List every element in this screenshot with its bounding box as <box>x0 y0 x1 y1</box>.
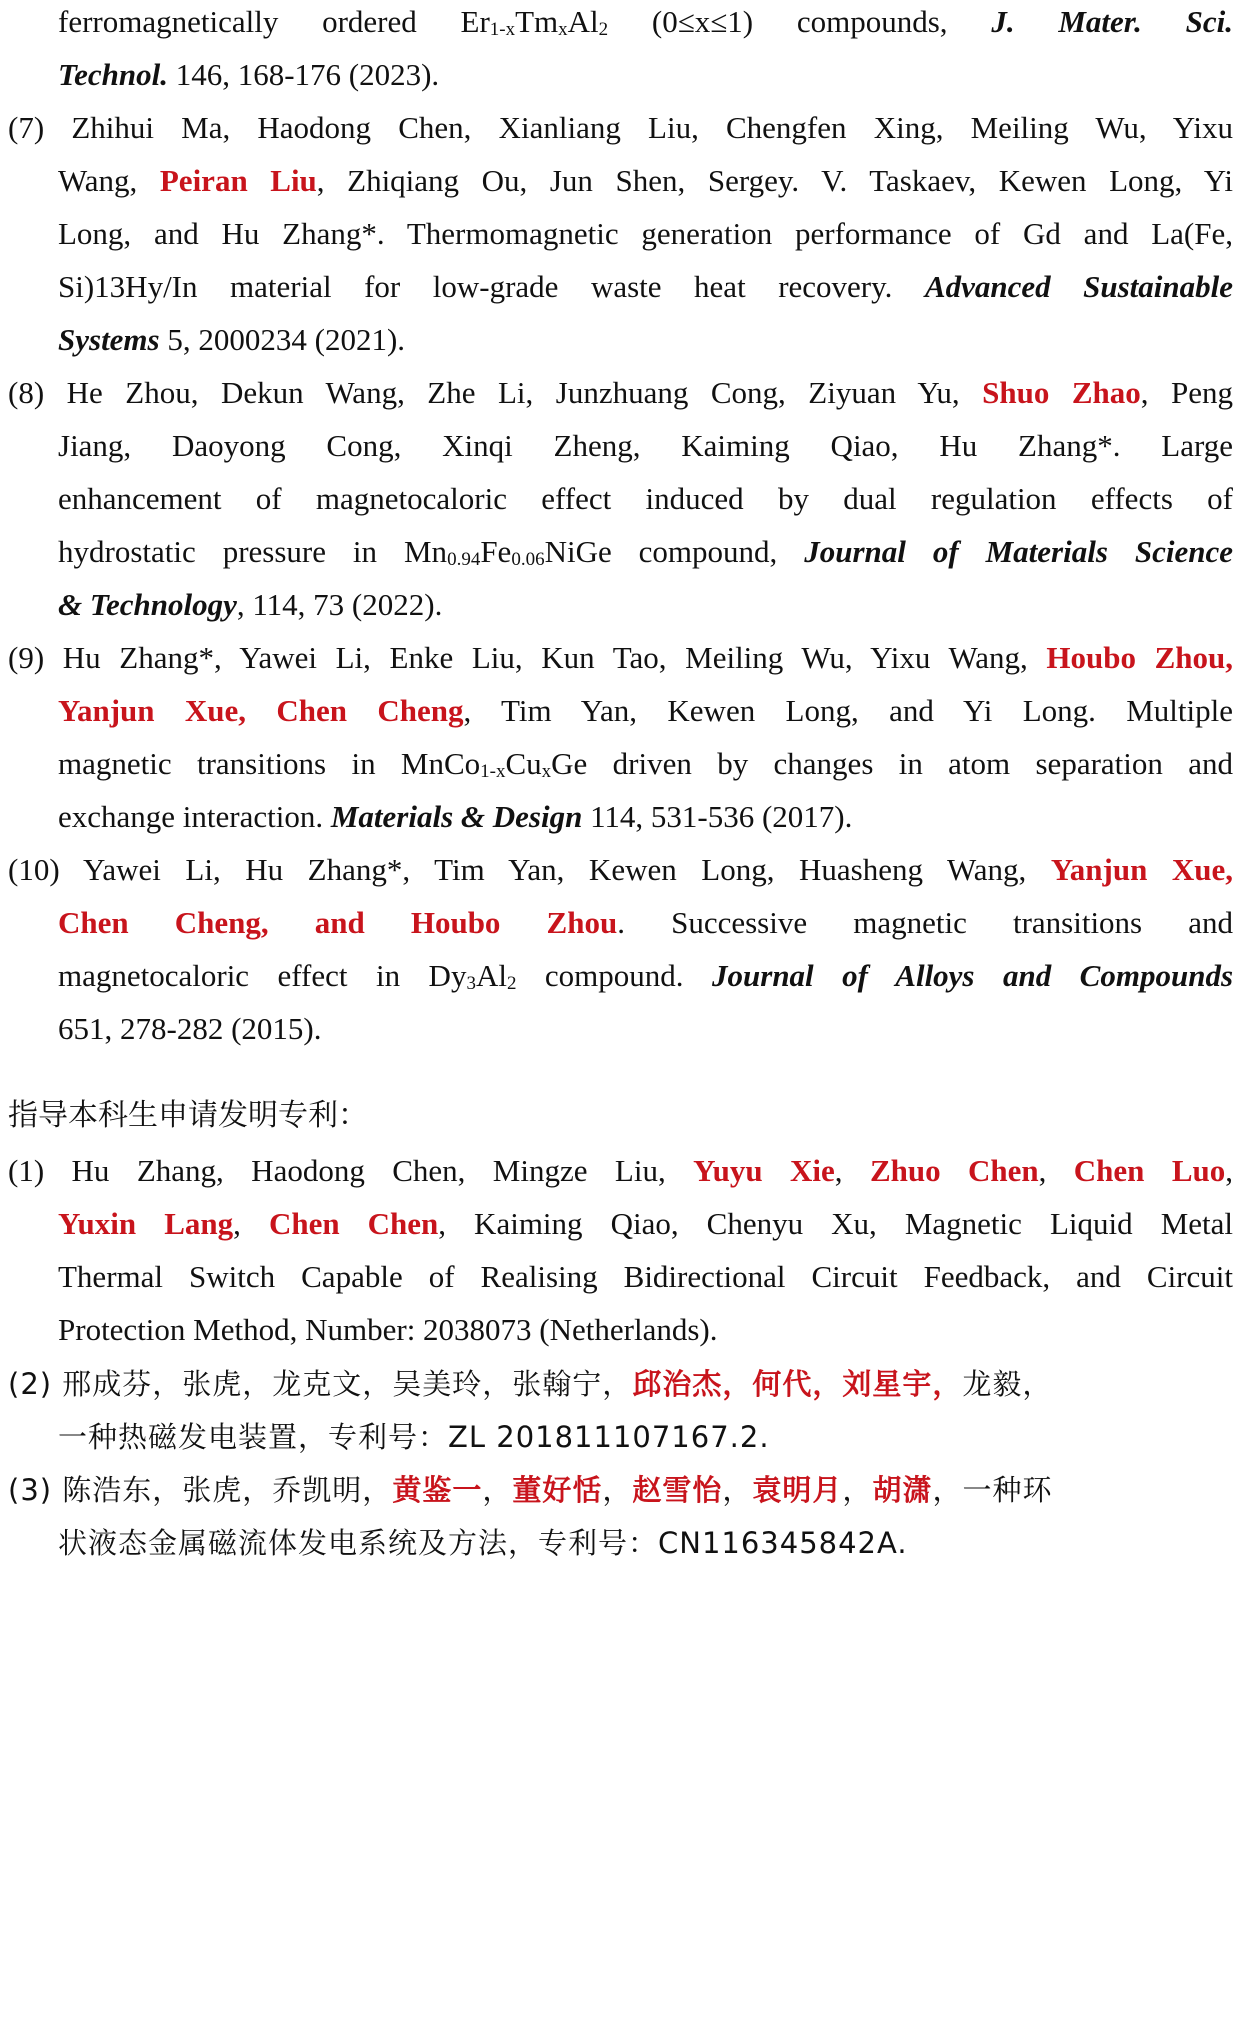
journal-name: Journal of Alloys and Compounds <box>712 958 1234 993</box>
student-author: Chen Luo <box>1073 1153 1226 1188</box>
student-author: Peiran Liu <box>159 163 317 198</box>
student-author: 邱治杰，何代，刘星宇， <box>632 1367 963 1401</box>
student-author: Chen Chen <box>268 1206 439 1241</box>
student-author: Houbo Zhou, <box>1046 640 1233 675</box>
ref7-line5: Systems 5, 2000234 (2021). <box>58 322 406 357</box>
ref10-line4: 651, 278-282 (2015). <box>58 1011 322 1046</box>
journal-name: Systems <box>58 322 160 357</box>
patent3-line1: (3) 陈浩东，张虎，乔凯明，黄鉴一，董好恬，赵雪怡，袁明月，胡潇，一种环 <box>8 1473 1053 1507</box>
student-author: 袁明月 <box>752 1473 843 1507</box>
ref6-line2: Technol. 146, 168-176 (2023). <box>58 57 440 92</box>
patent2-line1: (2) 邢成芬，张虎，龙克文，吴美玲，张翰宁，邱治杰，何代，刘星宇，龙毅， <box>8 1367 1053 1401</box>
ref10-line2: Chen Cheng, and Houbo Zhou. Successive magnetic transitions and <box>58 905 1233 940</box>
ref8-line4: hydrostatic pressure in $Mn_{0.94}Fe_{0.06}NiGe$ compound, Journal of Materials Science <box>58 534 1233 570</box>
journal-name: J. Mater. Sci. <box>991 4 1233 39</box>
patent1-line1: (1) Hu Zhang, Haodong Chen, Mingze Liu, Yuyu Xie, Zhuo Chen, Chen Luo, <box>8 1153 1233 1188</box>
ref8-line5: & Technology, 114, 73 (2022). <box>58 587 443 622</box>
ref7-line4: Si)13Hy/In material for low-grade waste heat recovery. Advanced Sustainable <box>58 269 1233 304</box>
student-author: Yanjun Xue, <box>1050 852 1233 887</box>
journal-name: Advanced Sustainable <box>924 269 1233 304</box>
ref10-line1: (10) Yawei Li, Hu Zhang*, Tim Yan, Kewen Long, Huasheng Wang, Yanjun Xue, <box>8 852 1233 887</box>
ref9-line1: (9) Hu Zhang*, Yawei Li, Enke Liu, Kun Tao, Meiling Wu, Yixu Wang, Houbo Zhou, <box>8 640 1233 675</box>
patent2-line2: 一种热磁发电装置，专利号：ZL 201811107167.2. <box>58 1420 770 1454</box>
ref8-line2: Jiang, Daoyong Cong, Xinqi Zheng, Kaiming Qiao, Hu Zhang*. Large <box>58 428 1233 463</box>
journal-name: & Technology <box>58 587 237 622</box>
student-author: 胡潇 <box>872 1473 933 1507</box>
ref9-line4: exchange interaction. Materials & Design 114, 531-536 (2017). <box>58 799 853 834</box>
journal-name: Technol. <box>58 57 168 92</box>
patent1-line2: Yuxin Lang, Chen Chen, Kaiming Qiao, Chenyu Xu, Magnetic Liquid Metal <box>58 1206 1233 1241</box>
ref7-line1: (7) Zhihui Ma, Haodong Chen, Xianliang Liu, Chengfen Xing, Meiling Wu, Yixu <box>8 110 1233 145</box>
patent1-line4: Protection Method, Number: 2038073 (Netherlands). <box>58 1312 718 1347</box>
student-author: Yuxin Lang <box>58 1206 234 1241</box>
student-author: Zhuo Chen <box>869 1153 1039 1188</box>
journal-name: Journal of Materials Science <box>804 534 1233 569</box>
ref8-line3: enhancement of magnetocaloric effect induced by dual regulation effects of <box>58 481 1233 516</box>
student-author: 董好恬 <box>512 1473 603 1507</box>
section-heading: 指导本科生申请发明专利： <box>8 1098 368 1133</box>
ref9-line3: magnetic transitions in $MnCo_{1-x}Cu_xGe$ driven by changes in atom separation and <box>58 746 1233 782</box>
student-author: Chen Cheng, and Houbo Zhou <box>58 905 618 940</box>
student-author: 赵雪怡 <box>632 1473 723 1507</box>
student-author: Yanjun Xue, Chen Cheng <box>58 693 464 728</box>
ref7-line3: Long, and Hu Zhang*. Thermomagnetic generation performance of Gd and La(Fe, <box>58 216 1233 251</box>
journal-name: Materials & Design <box>330 799 583 834</box>
ref10-line3: magnetocaloric effect in $Dy_3Al_2$ compound. Journal of Alloys and Compounds <box>58 958 1234 994</box>
patent1-line3: Thermal Switch Capable of Realising Bidirectional Circuit Feedback, and Circuit <box>58 1259 1233 1294</box>
student-author: Shuo Zhao <box>982 375 1141 410</box>
ref7-line2: Wang, Peiran Liu, Zhiqiang Ou, Jun Shen, Sergey. V. Taskaev, Kewen Long, Yi <box>58 163 1233 198</box>
ref6-line1: ferromagnetically ordered $Er_{1-x}Tm_xAl_2$ (0≤x≤1) compounds, J. Mater. Sci. <box>58 4 1233 40</box>
student-author: Yuyu Xie <box>693 1153 835 1188</box>
ref8-line1: (8) He Zhou, Dekun Wang, Zhe Li, Junzhuang Cong, Ziyuan Yu, Shuo Zhao, Peng <box>8 375 1234 410</box>
patent3-line2: 状液态金属磁流体发电系统及方法，专利号：CN116345842A. <box>58 1526 908 1560</box>
ref9-line2: Yanjun Xue, Chen Cheng, Tim Yan, Kewen Long, and Yi Long. Multiple <box>58 693 1234 728</box>
student-author: 黄鉴一 <box>392 1473 483 1507</box>
